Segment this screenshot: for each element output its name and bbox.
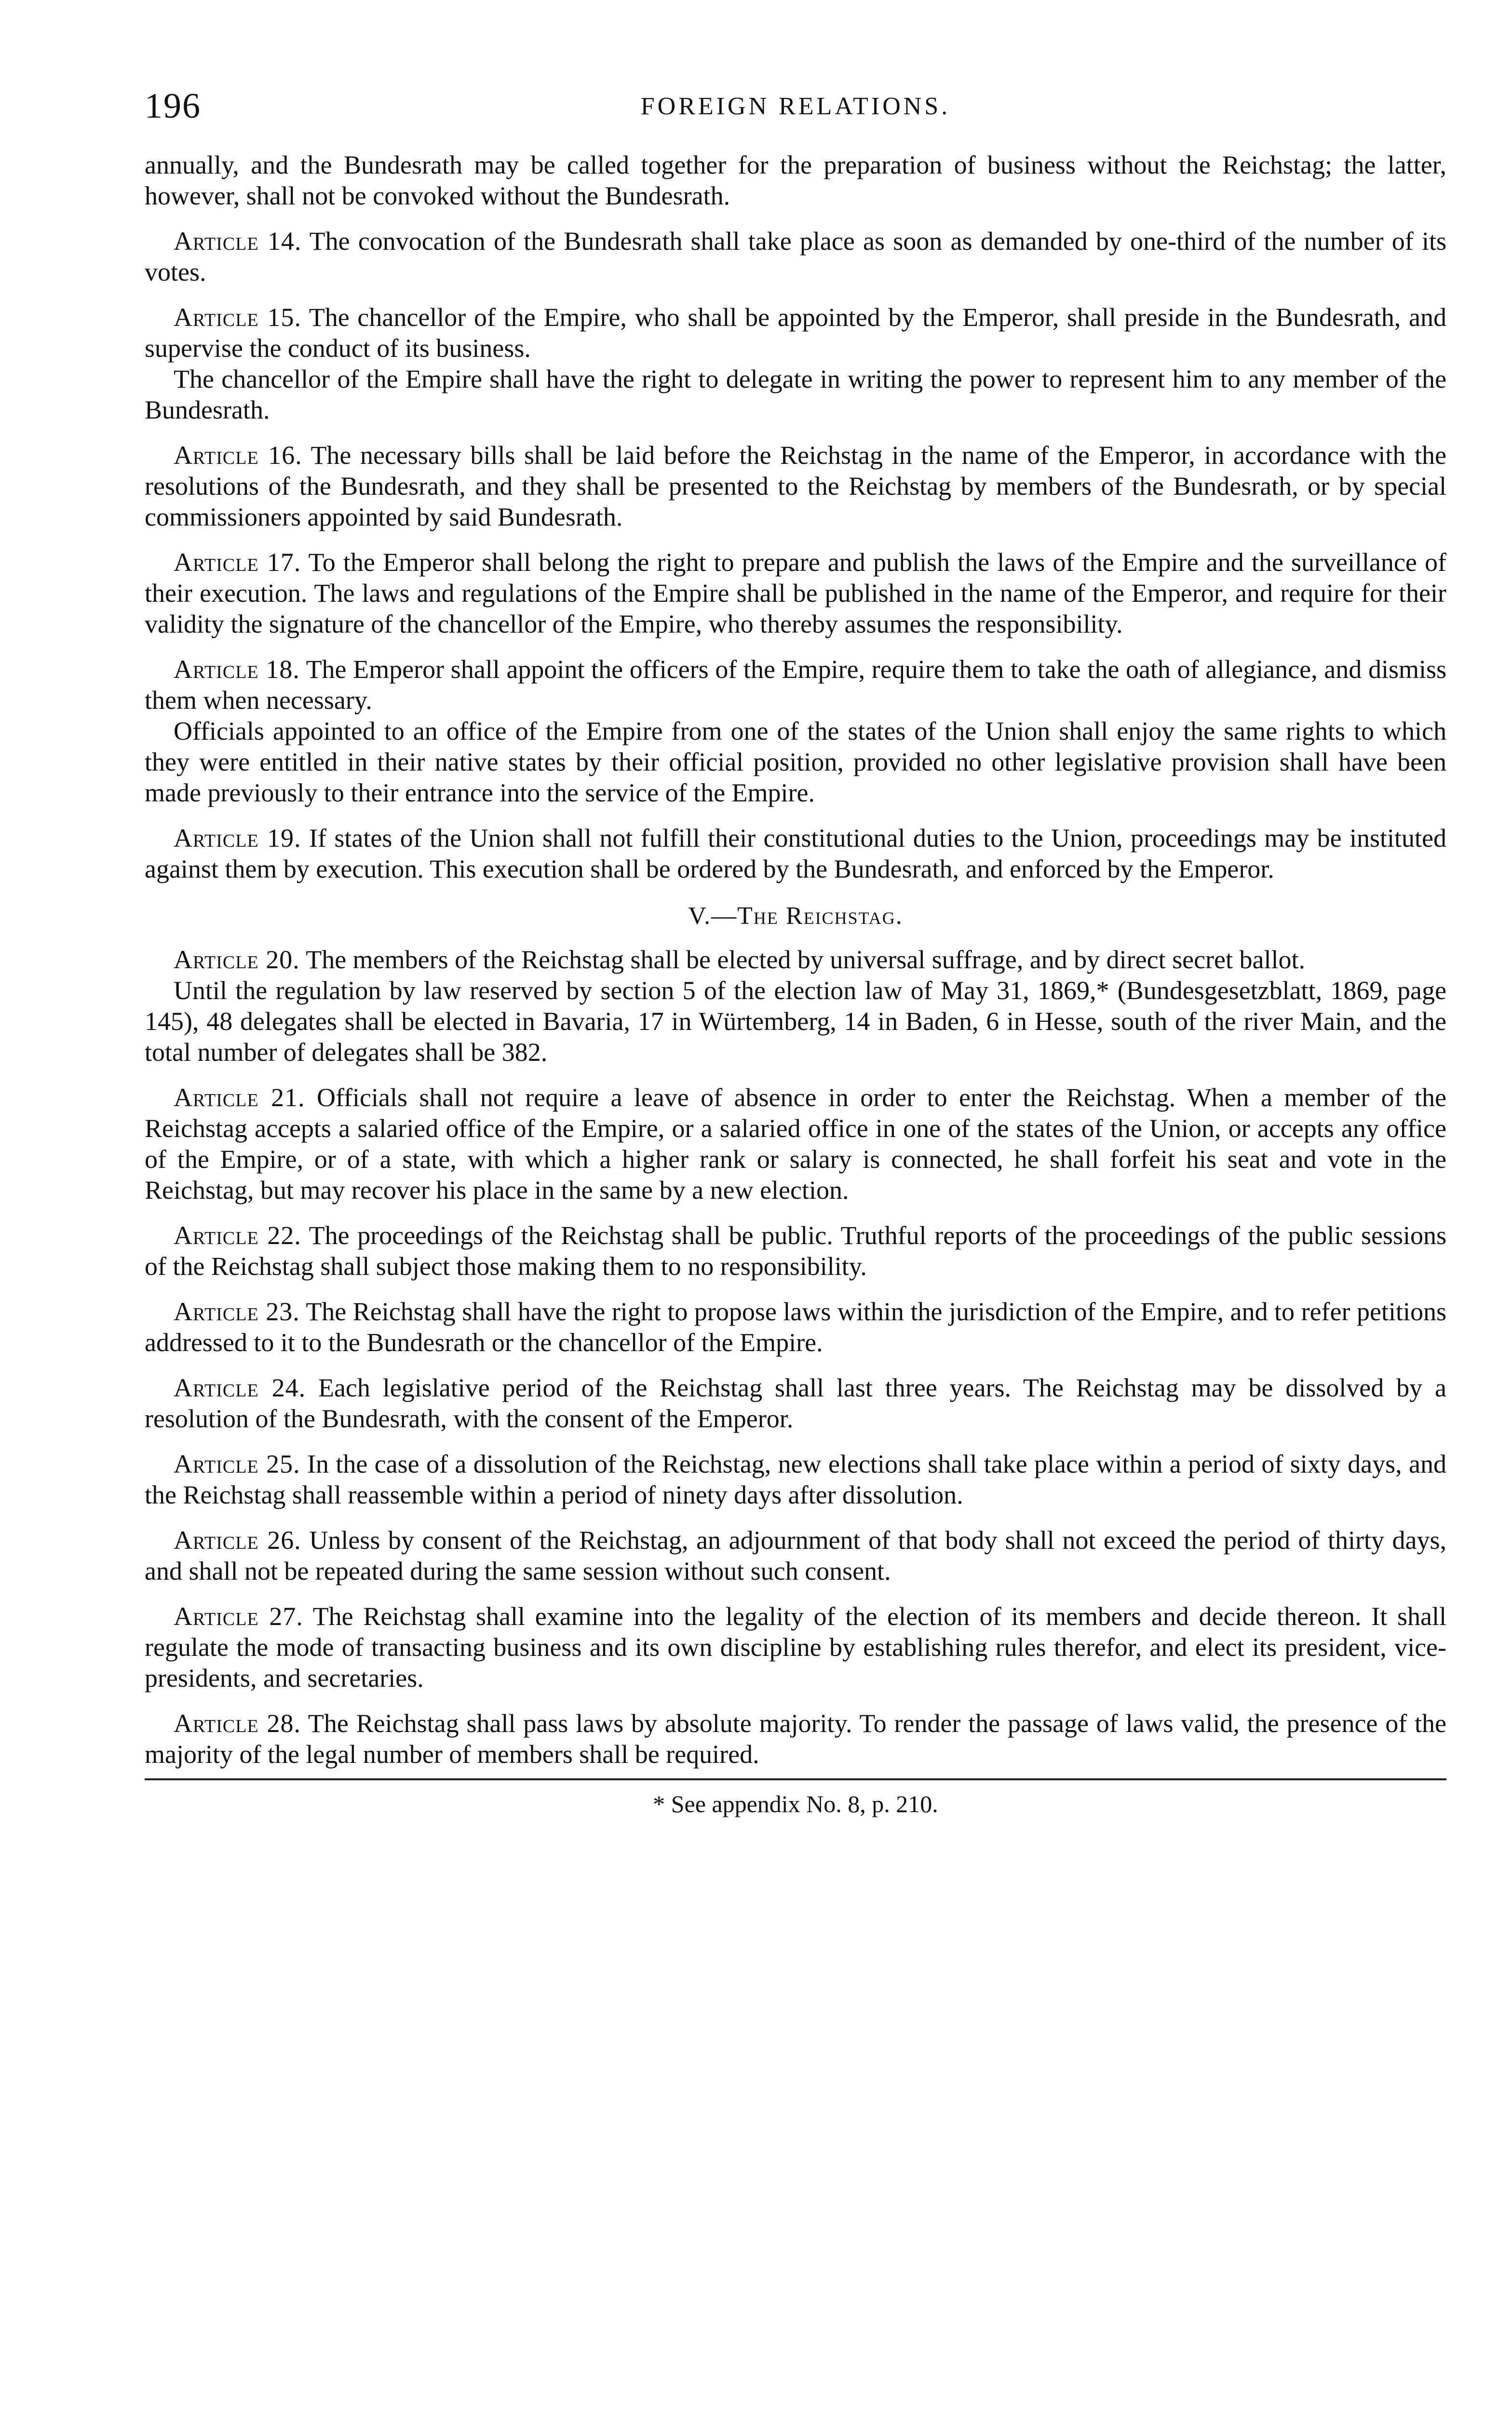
article-20 — [145, 944, 1446, 975]
page-number: 196 — [145, 86, 201, 126]
article-22 — [145, 1220, 1446, 1282]
article-text: The members of the Reichstag shall be elected by universal suffrage, and by direct secret ballot. — [299, 945, 1305, 974]
article-text: Officials shall not require a leave of absence in order to enter the Reichstag. When a member of the Reichstag accepts a salaried office of the Empire, or a salaried office in one of the states of the Union, or accepts any office of the Empire, or of a state, with which a higher rank or salary is connected, he shall forfeit his seat and vote in the Reichstag, but may recover his place in the same by a new election. — [145, 1083, 1446, 1205]
footnote-divider — [145, 1778, 1446, 1780]
article-text: The proceedings of the Reichstag shall be public. Truthful reports of the proceedings of the public sessions of the Reichstag shall subject those making them to no responsibility. — [145, 1221, 1446, 1281]
article-label: Article 19. — [174, 824, 301, 853]
article-20-paragraph-2 — [145, 975, 1446, 1068]
article-label: Article 18. — [174, 655, 300, 684]
article-26 — [145, 1525, 1446, 1586]
article-text: If states of the Union shall not fulfill their constitutional duties to the Union, proceedings may be instituted against them by execution. This execution shall be ordered by the Bundesrath, and enforced by the Emperor. — [145, 824, 1446, 883]
article-14 — [145, 226, 1446, 287]
article-label: Article 21. — [174, 1083, 305, 1112]
paragraph-text: Until the regulation by law reserved by section 5 of the election law of May 31, 1869,* (Bundesgesetzblatt, 1869, page 145), 48 delegates shall be elected in Bavaria, 17 in Würtemberg, 14 in Baden, 6 in Hesse, south of the river Main, and the total number of delegates shall be 382. — [145, 976, 1446, 1067]
article-23 — [145, 1296, 1446, 1358]
article-25 — [145, 1449, 1446, 1510]
article-label: Article 28. — [174, 1709, 301, 1738]
article-15-paragraph-2 — [145, 364, 1446, 425]
article-27 — [145, 1601, 1446, 1693]
article-label: Article 27. — [174, 1602, 303, 1631]
section-prefix: V.— — [688, 902, 738, 930]
article-18-paragraph-2 — [145, 716, 1446, 808]
document-page — [145, 82, 1446, 1821]
article-label: Article 20. — [174, 945, 300, 974]
article-label: Article 14. — [174, 227, 302, 256]
article-text: The convocation of the Bundesrath shall take place as soon as demanded by one-third of the number of its votes. — [145, 227, 1446, 286]
article-text: The Emperor shall appoint the officers of the Empire, require them to take the oath of allegiance, and dismiss them when necessary. — [145, 655, 1446, 715]
section-title: The Reichstag. — [737, 902, 903, 930]
article-label: Article 16. — [174, 441, 302, 470]
article-text: The chancellor of the Empire, who shall be appointed by the Emperor, shall preside in the Bundesrath, and supervise the conduct of its business. — [145, 303, 1446, 363]
paragraph-continuation — [145, 149, 1446, 211]
article-text: The Reichstag shall pass laws by absolute majority. To render the passage of laws valid, the presence of the majority of the legal number of members shall be required. — [145, 1709, 1447, 1769]
article-21 — [145, 1082, 1446, 1206]
article-label: Article 22. — [174, 1221, 301, 1250]
article-label: Article 26. — [174, 1526, 301, 1555]
article-label: Article 17. — [174, 548, 301, 577]
body-text — [145, 149, 1446, 1770]
article-label: Article 23. — [174, 1297, 300, 1326]
paragraph-text: annually, and the Bundesrath may be called together for the preparation of business without the Reichstag; the latter, however, shall not be convoked without the Bundesrath. — [145, 150, 1446, 210]
article-text: The necessary bills shall be laid before the Reichstag in the name of the Emperor, in accordance with the resolutions of the Bundesrath, and they shall be presented to the Reichstag by members of the Bundesrath, or by special commissioners appointed by said Bundesrath. — [145, 441, 1446, 531]
article-text: The Reichstag shall have the right to propose laws within the jurisdiction of the Empire, and to refer petitions addressed to it to the Bundesrath or the chancellor of the Empire. — [145, 1297, 1447, 1357]
section-heading — [145, 901, 1446, 932]
article-text: Each legislative period of the Reichstag shall last three years. The Reichstag may be dissolved by a resolution of the Bundesrath, with the consent of the Emperor. — [145, 1373, 1447, 1433]
article-19 — [145, 823, 1446, 884]
article-18 — [145, 654, 1446, 716]
article-text: Unless by consent of the Reichstag, an adjournment of that body shall not exceed the period of thirty days, and shall not be repeated during the same session without such consent. — [145, 1526, 1446, 1585]
paragraph-text: The chancellor of the Empire shall have the right to delegate in writing the power to represent him to any member of the Bundesrath. — [145, 365, 1446, 424]
article-text: To the Emperor shall belong the right to prepare and publish the laws of the Empire and the surveillance of their execution. The laws and regulations of the Empire shall be published in the name of the Emperor, and require for their validity the signature of the chancellor of the Empire, who thereby assumes the responsibility. — [145, 548, 1446, 638]
article-text: In the case of a dissolution of the Reichstag, new elections shall take place within a period of sixty days, and the Reichstag shall reassemble within a period of ninety days after dissolution. — [145, 1449, 1446, 1509]
article-label: Article 24. — [174, 1373, 306, 1402]
article-17 — [145, 547, 1446, 639]
article-label: Article 15. — [174, 303, 301, 332]
page-header — [145, 82, 1446, 149]
article-24 — [145, 1372, 1446, 1434]
article-15 — [145, 302, 1446, 364]
footnote: * See appendix No. 8, p. 210. — [653, 1790, 938, 1817]
paragraph-text: Officials appointed to an office of the Empire from one of the states of the Union shall enjoy the same rights to which they were entitled in their native states by their official position, provided no other legislative provision shall have been made previously to their entrance into the service of the Empire. — [145, 717, 1446, 807]
running-title: FOREIGN RELATIONS. — [640, 93, 951, 120]
article-text: The Reichstag shall examine into the legality of the election of its members and decide thereon. It shall regulate the mode of transacting business and its own discipline by establishing rules therefor, and elect its president, vice-presidents, and secretaries. — [145, 1602, 1446, 1693]
article-label: Article 25. — [174, 1449, 300, 1478]
article-16 — [145, 440, 1446, 532]
article-28 — [145, 1708, 1446, 1770]
